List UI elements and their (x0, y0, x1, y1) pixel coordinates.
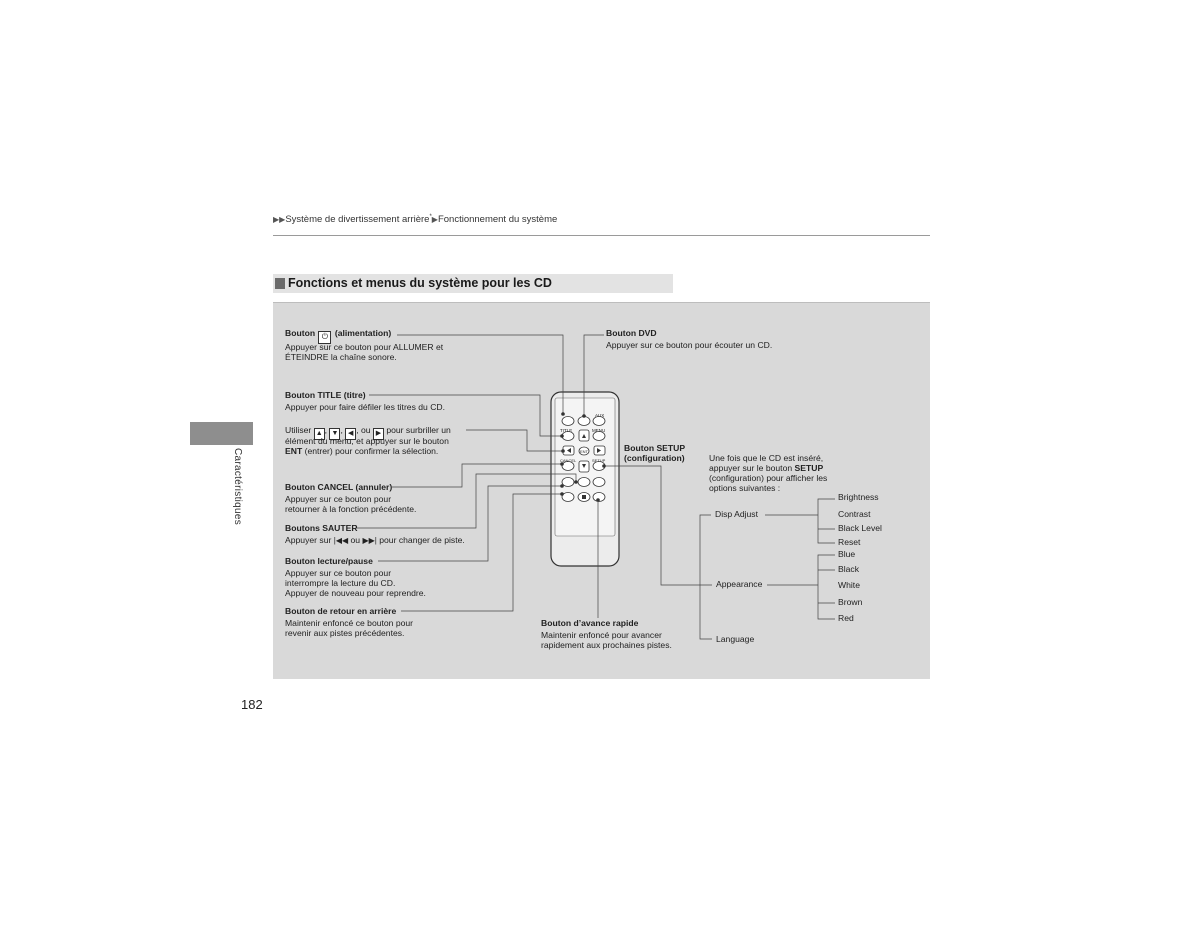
menu-red: Red (838, 613, 854, 623)
menu-black: Black (838, 564, 860, 574)
ffwd-desc-2: rapidement aux prochaines pistes. (541, 640, 672, 650)
setup-heading-1: Bouton SETUP (624, 443, 686, 453)
skip-back-icon: |◀◀ (333, 536, 349, 545)
menu-language: Language (716, 634, 755, 644)
remote-label-aux: AUX (595, 413, 605, 418)
menu-brightness: Brightness (838, 492, 879, 502)
remote-label-title: TITLE (560, 428, 573, 433)
arrows-pre: Utiliser (285, 425, 312, 435)
arrows-post: pour surbriller un (386, 425, 451, 435)
skip-heading: Boutons SAUTER (285, 523, 358, 533)
cancel-heading: Bouton CANCEL (annuler) (285, 482, 393, 492)
rewind-desc-1: Maintenir enfoncé ce bouton pour (285, 618, 414, 628)
skip-pre: Appuyer sur (285, 535, 332, 545)
left-triangle-icon: ◀ (345, 428, 356, 440)
rewind-heading: Bouton de retour en arrière (285, 606, 397, 616)
remote-label-menu: MENU (592, 428, 606, 433)
rewind-desc-2: revenir aux pistes précédentes. (285, 628, 405, 638)
arrows-line3-text: (entrer) pour confirmer la sélection. (304, 446, 439, 456)
setup-note-2-pre: appuyer sur le bouton (709, 463, 793, 473)
double-triangle-icon: ▶▶ (273, 215, 286, 225)
power-desc-1: Appuyer sur ce bouton pour ALLUMER et (285, 342, 444, 352)
skip-mid: ou (350, 535, 361, 545)
up-triangle-icon: ▲ (314, 428, 325, 440)
skip-desc (285, 535, 465, 547)
setup-note-2-bold: SETUP (794, 463, 824, 473)
menu-white: White (838, 580, 860, 590)
ffwd-heading: Bouton d’avance rapide (541, 618, 639, 628)
play-desc-3: Appuyer de nouveau pour reprendre. (285, 588, 426, 598)
setup-note-4: options suivantes : (709, 483, 781, 493)
setup-heading-2: (configuration) (624, 453, 685, 463)
section-title: Fonctions et menus du système pour les CD (288, 276, 552, 290)
setup-note-3: (configuration) pour afficher les (709, 473, 828, 483)
dvd-heading: Bouton DVD (606, 328, 657, 338)
page-number: 182 (241, 697, 263, 712)
dvd-desc: Appuyer sur ce bouton pour écouter un CD. (606, 340, 773, 350)
title-button-desc: Appuyer pour faire défiler les titres du CD. (285, 402, 446, 412)
cancel-desc-1: Appuyer sur ce bouton pour (285, 494, 392, 504)
menu-black-level: Black Level (838, 523, 882, 533)
remote-label-ent: ENT (580, 449, 588, 454)
arrows-ent: ENT (285, 446, 303, 456)
cancel-desc-2: retourner à la fonction précédente. (285, 504, 417, 514)
setup-note-2 (709, 463, 823, 474)
menu-disp-adjust: Disp Adjust (715, 509, 758, 519)
setup-note-1: Une fois que le CD est inséré, (709, 453, 824, 463)
power-icon: ⏻ (318, 331, 331, 344)
menu-contrast: Contrast (838, 509, 871, 519)
title-button-heading: Bouton TITLE (titre) (285, 390, 366, 400)
side-tab-label: Caractéristiques (232, 448, 243, 526)
arrows-line2: élément du menu, et appuyer sur le bouton (285, 436, 449, 446)
play-heading: Bouton lecture/pause (285, 556, 373, 566)
skip-post: pour changer de piste. (379, 535, 465, 545)
arrows-sep2: , (340, 425, 343, 435)
breadcrumb-part2: Fonctionnement du système (437, 214, 558, 226)
down-triangle-icon: ▼ (329, 428, 340, 440)
menu-brown: Brown (838, 597, 863, 607)
arrows-sep1: , (324, 425, 328, 435)
arrows-sep3: , ou (356, 425, 371, 435)
power-desc-2: ÉTEINDRE la chaîne sonore. (285, 352, 397, 362)
remote-label-setup: SETUP (592, 458, 606, 463)
remote-label-cancel: CANCEL (560, 458, 577, 463)
play-desc-1: Appuyer sur ce bouton pour (285, 568, 392, 578)
play-desc-2: interrompre la lecture du CD. (285, 578, 396, 588)
power-title-pre: Bouton (285, 328, 316, 338)
breadcrumb-part1: Système de divertissement arrière (285, 214, 430, 226)
triangle-icon: ▶ (431, 215, 438, 225)
ffwd-desc-1: Maintenir enfoncé pour avancer (541, 630, 662, 640)
power-title-post: (alimentation) (334, 328, 392, 338)
menu-blue: Blue (838, 549, 856, 559)
right-triangle-icon: ▶ (373, 428, 384, 440)
arrows-line3 (285, 446, 438, 457)
menu-appearance: Appearance (716, 579, 763, 589)
skip-forward-icon: ▶▶| (362, 536, 377, 545)
menu-reset: Reset (838, 537, 861, 547)
breadcrumb-asterisk: * (429, 214, 432, 220)
